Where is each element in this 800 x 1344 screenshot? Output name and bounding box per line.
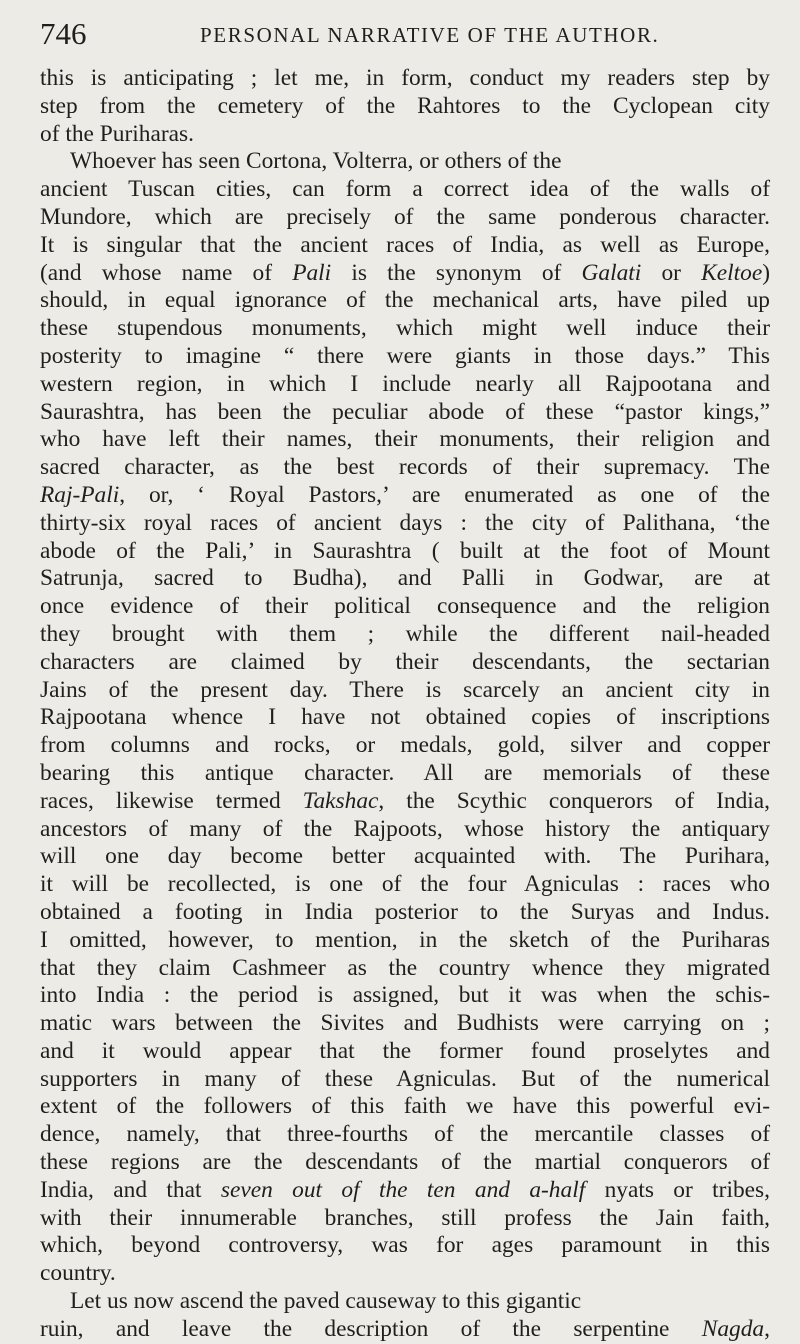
italic-term: Pali [292,259,332,286]
text-line: matic wars between the Sivites and Budhists were carrying on ; [40,1010,770,1037]
text-line: and it would appear that the former found proselytes and [40,1037,770,1064]
text-line: dence, namely, that three-fourths of the mercantile classes of [40,1121,770,1148]
body-text [40,65,770,1344]
text-line: will one day become better acquainted with. The Purihara, [40,843,770,870]
text-line: extent of the followers of this faith we have this powerful evi- [40,1093,770,1120]
text-line: with their innumerable branches, still profess the Jain faith, [40,1204,770,1231]
text-line: ancestors of many of the Rajpoots, whose history the antiquary [40,815,770,842]
italic-term: Raj-Pali [40,481,120,508]
text-line: which, beyond controversy, was for ages paramount in this [40,1232,770,1259]
page-number: 746 [40,16,87,51]
text-line: Rajpootana whence I have not obtained copies of inscriptions [40,704,770,731]
text-line: Mundore, which are precisely of the same ponderous character. [40,203,770,230]
page-header [40,14,770,54]
italic-term: Takshac [302,787,379,814]
text-line: characters are claimed by their descendants, the sectarian [40,648,770,675]
text-line: sacred character, as the best records of their supremacy. The [40,454,770,481]
text-line: step from the cemetery of the Rahtores to the Cyclopean city [40,92,770,119]
text-line: these stupendous monuments, which might well induce their [40,315,770,342]
text-line: posterity to imagine “ there were giants in those days.” This [40,342,770,369]
text-line: this is anticipating ; let me, in form, conduct my readers step by [40,65,770,91]
text-line: abode of the Pali,’ in Saurashtra ( built at the foot of Mount [40,537,770,564]
italic-term: Keltoe [701,259,763,286]
text-line: they brought with them ; while the different nail-headed [40,620,770,647]
italic-term: Galati [581,259,642,286]
text-line: western region, in which I include nearly all Rajpootana and [40,370,770,397]
text-line: ancient Tuscan cities, can form a correct idea of the walls of [40,176,770,203]
text-line: Raj-Pali, or, ‘ Royal Pastors,’ are enumerated as one of the [40,481,770,508]
text-line: should, in equal ignorance of the mechanical arts, have piled up [40,287,770,314]
text-line: Saurashtra, has been the peculiar abode of these “pastor kings,” [40,398,770,425]
text-line: obtained a footing in India posterior to the Suryas and Indus. [40,898,770,925]
running-head: PERSONAL NARRATIVE OF THE AUTHOR. [200,23,660,47]
text-line: Whoever has seen Cortona, Volterra, or others of the [70,148,562,175]
text-line: ruin, and leave the description of the serpentine Nagda, [40,1315,770,1342]
text-line: It is singular that the ancient races of India, as well as Europe, [40,231,770,258]
text-line: Let us now ascend the paved causeway to this gigantic [70,1288,582,1315]
text-line: it will be recollected, is one of the four Agniculas : races who [40,871,770,898]
text-line: once evidence of their political consequence and the religion [40,593,770,620]
text-line: country. [40,1260,116,1287]
italic-term: seven out of the ten and a-half [220,1176,586,1203]
text-line: races, likewise termed Takshac, the Scythic conquerors of India, [40,787,770,814]
text-line: Satrunja, sacred to Budha), and Palli in Godwar, are at [40,565,770,592]
text-line: who have left their names, their monuments, their religion and [40,426,770,453]
text-line: from columns and rocks, or medals, gold, silver and copper [40,732,770,759]
text-line: of the Puriharas. [40,120,194,147]
text-line: that they claim Cashmeer as the country whence they migrated [40,954,770,981]
text-line: Jains of the present day. There is scarcely an ancient city in [40,676,770,703]
text-line: supporters in many of these Agniculas. But of the numerical [40,1065,770,1092]
text-line: I omitted, however, to mention, in the sketch of the Puriharas [40,926,770,953]
text-line: these regions are the descendants of the martial conquerors of [40,1149,770,1176]
text-line: thirty-six royal races of ancient days : the city of Palithana, ‘the [40,509,770,536]
text-line: India, and that seven out of the ten and a-half nyats or tribes, [40,1176,770,1203]
italic-term: Nagda [701,1315,765,1342]
text-line: (and whose name of Pali is the synonym of Galati or Keltoe) [40,259,770,286]
text-line: bearing this antique character. All are memorials of these [40,759,770,786]
text-line: into India : the period is assigned, but it was when the schis- [40,982,770,1009]
